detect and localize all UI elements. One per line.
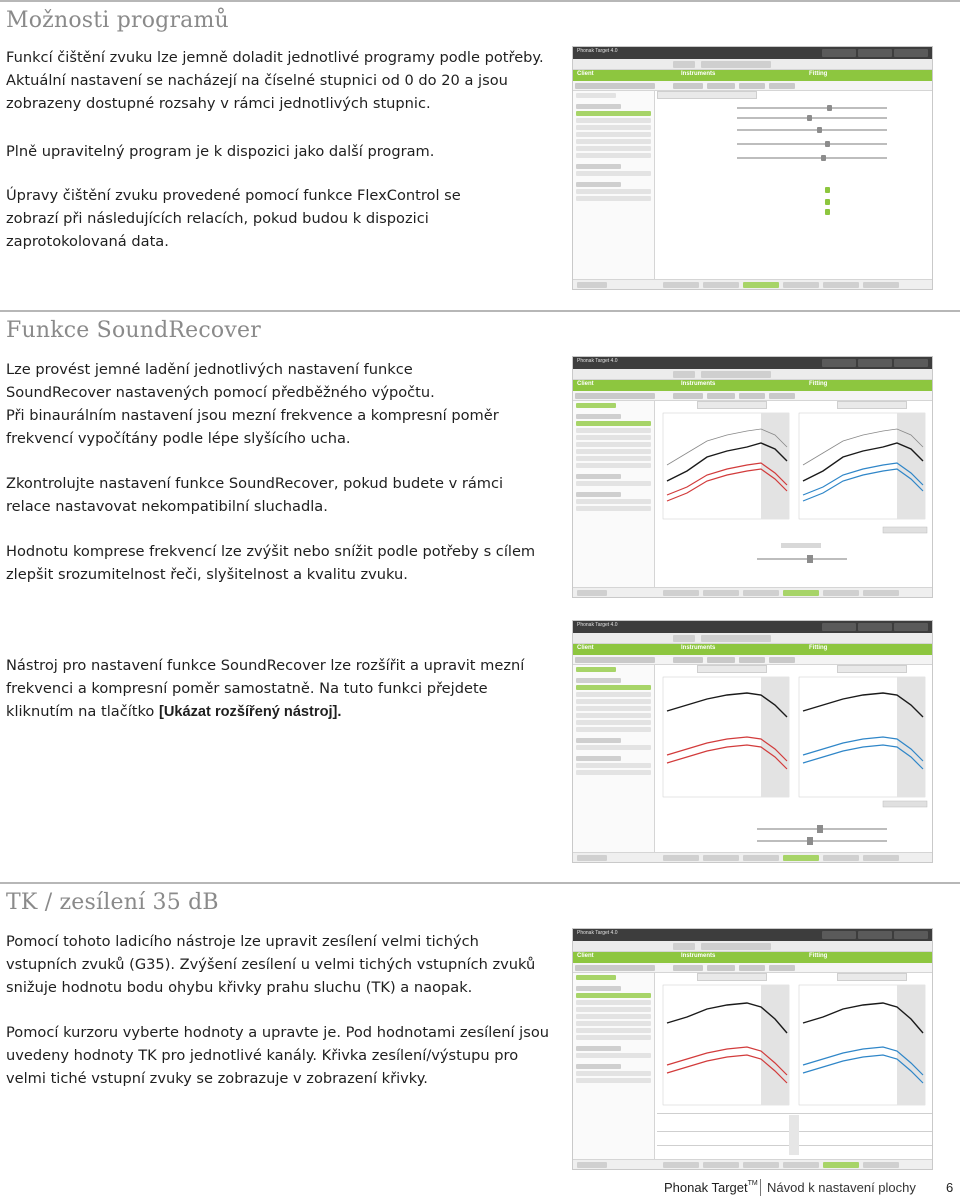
paragraph: Lze provést jemné ladění jednotlivých nastavení funkce SoundRecover nastavených pomocí předběžného výpočtu. xyxy=(6,361,435,401)
trademark-mark: TM xyxy=(747,1180,758,1187)
paragraph: Pomocí tohoto ladicího nástroje lze upravit zesílení velmi tichých vstupních zvuků (G35). Zvýšení zesílení u velmi tichých vstupních zvuků snižuje hodnotu bodu ohybu křivky prahu sluchu (TK) a naopak. xyxy=(6,933,536,996)
page-number: 6 xyxy=(946,1180,954,1195)
paragraph: Funkcí čištění zvuku lze jemně doladit jednotlivé programy podle potřeby. Aktuální nastavení se nacházejí na číselné stupnici od 0 do 20 a jsou zobrazeny dostupné rozsahy v rámci jednotlivých stupnic. xyxy=(6,49,544,112)
section-divider xyxy=(0,0,960,2)
paragraph: Plně upravitelný program je k dispozici jako další program. xyxy=(6,143,435,160)
section-title-soundrecover: Funkce SoundRecover xyxy=(6,318,261,343)
section-title-tk-gain: TK / zesílení 35 dB xyxy=(6,890,219,915)
footer-separator xyxy=(760,1179,761,1196)
show-extended-tool-label: [Ukázat rozšířený nástroj]. xyxy=(159,704,342,720)
paragraph xyxy=(6,654,551,724)
footer-brand xyxy=(664,1180,758,1195)
section-title-program-options: Možnosti programů xyxy=(6,8,229,33)
paragraph: Při binaurálním nastavení jsou mezní frekvence a kompresní poměr frekvencí vypočítány podle lépe slyšícího ucha. xyxy=(6,407,499,447)
soundrecover-extended-curves xyxy=(657,665,933,855)
section-divider xyxy=(0,310,960,312)
soundrecover-screenshot: Phonak Target 4.0 Client Instruments Fitting xyxy=(572,356,933,598)
paragraph: Hodnotu komprese frekvencí lze zvýšit nebo snížit podle potřeby s cílem zlepšit srozumitelnost řeči, slyšitelnost a kvalitu zvuku. xyxy=(6,543,536,583)
paragraph: Zkontrolujte nastavení funkce SoundRecover, pokud budete v rámci relace nastavovat nekompatibilní sluchadla. xyxy=(6,475,504,515)
paragraph: Úpravy čištění zvuku provedené pomocí funkce FlexControl se zobrazí při následujících relacích, pokud budou k dispozici zaprotokolovaná data. xyxy=(6,187,461,250)
footer-document-title: Návod k nastavení plochy xyxy=(767,1180,916,1195)
soundrecover-curves xyxy=(657,401,933,581)
program-options-screenshot: Phonak Target 4.0 Client Instruments Fitting xyxy=(572,46,933,290)
soundrecover-extended-screenshot: Phonak Target 4.0 Client Instruments Fitting xyxy=(572,620,933,863)
section-divider xyxy=(0,882,960,884)
paragraph: Pomocí kurzoru vyberte hodnoty a upravte je. Pod hodnotami zesílení jsou uvedeny hodnoty TK pro jednotlivé kanály. Křivka zesílení/výstupu pro velmi tiché vstupní zvuky se zobrazuje v zobrazení křivky. xyxy=(6,1024,550,1087)
brand-name: Phonak Target xyxy=(664,1180,748,1195)
tk-gain-curves xyxy=(657,973,933,1163)
paragraph-text: Nástroj pro nastavení funkce SoundRecover lze rozšířit a upravit mezní frekvenci a kompresní poměr samostatně. Na tuto funkci přejdete kliknutím na tlačítko xyxy=(6,657,525,720)
tk-gain-screenshot: Phonak Target 4.0 Client Instruments Fitting xyxy=(572,928,933,1170)
